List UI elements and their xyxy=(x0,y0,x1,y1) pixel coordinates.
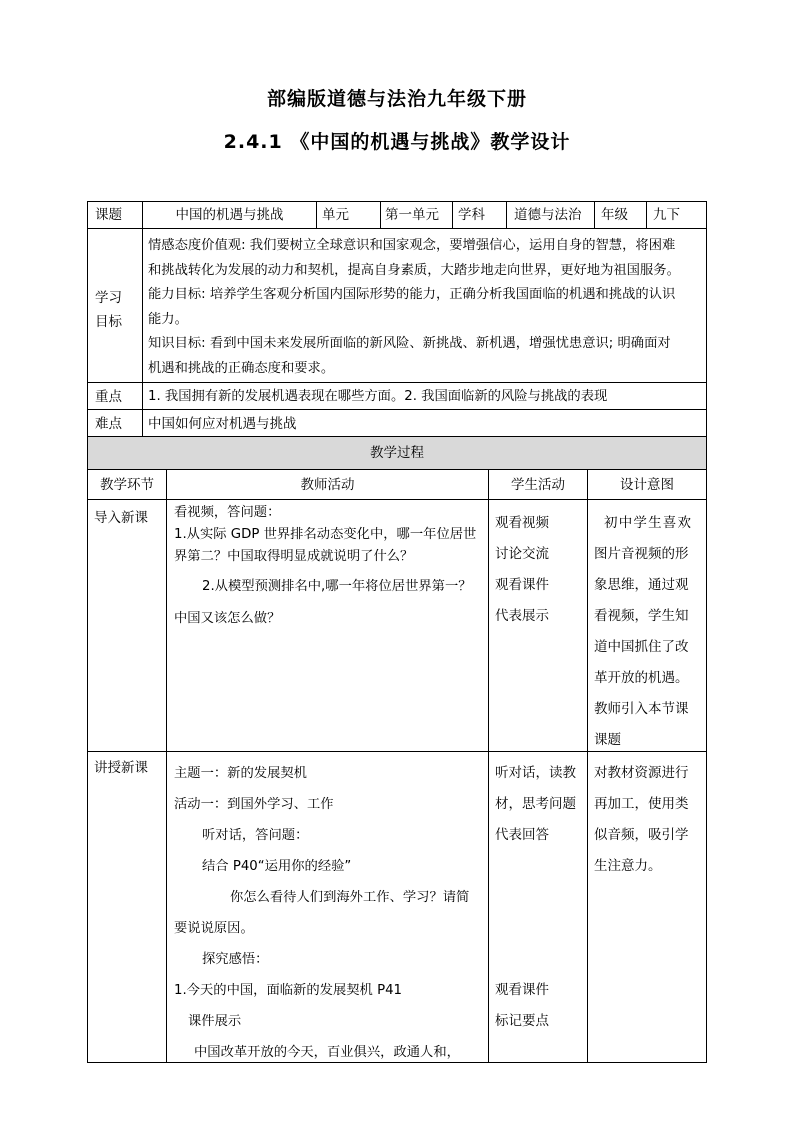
key-points-value: 1. 我国拥有新的发展机遇表现在哪些方面。2. 我国面临新的风险与挑战的表现 xyxy=(148,389,608,404)
document-subtitle: 2.4.1 《中国的机遇与挑战》教学设计 xyxy=(223,131,571,153)
table-border xyxy=(87,201,707,202)
goal-line: 情感态度价值观: 我们要树立全球意识和国家观念，要增强信心，运用自身的智慧，将困难 xyxy=(148,238,676,253)
intent-line: 课题 xyxy=(594,732,621,748)
lesson-label: 课题 xyxy=(95,207,122,223)
teacher-line: 活动一：到国外学习、工作 xyxy=(174,797,334,812)
student-line: 观看课件 xyxy=(495,982,549,998)
student-line: 讨论交流 xyxy=(495,546,549,562)
teacher-line: 1.从实际 GDP 世界排名动态变化中，哪一年位居世 xyxy=(174,527,477,542)
intent-line: 看视频，学生知 xyxy=(594,608,689,624)
student-line: 代表回答 xyxy=(495,827,549,843)
intent-line: 初中学生喜欢 xyxy=(604,515,693,531)
table-border xyxy=(706,201,707,1063)
student-line: 听对话，读教 xyxy=(495,765,576,781)
table-border xyxy=(87,469,707,470)
subject-value: 道德与法治 xyxy=(514,207,582,223)
student-line: 观看视频 xyxy=(495,515,549,531)
table-border xyxy=(506,201,507,229)
table-border xyxy=(316,201,317,229)
new-lesson-intent xyxy=(594,758,689,882)
student-line: 代表展示 xyxy=(495,608,549,624)
teacher-line: 界第二？中国取得明显成就说明了什么？ xyxy=(174,549,414,564)
intent-line: 道中国抓住了改 xyxy=(594,639,689,655)
header-intent: 设计意图 xyxy=(620,477,674,493)
unit-value: 第一单元 xyxy=(385,207,439,223)
table-border xyxy=(452,201,453,229)
unit-label: 单元 xyxy=(322,207,349,223)
table-border xyxy=(587,469,588,1063)
table-border xyxy=(166,469,167,1063)
new-lesson-stage: 讲授新课 xyxy=(94,760,148,776)
header-stage: 教学环节 xyxy=(100,477,154,493)
intro-teacher xyxy=(174,500,486,630)
key-points-label: 重点 xyxy=(95,389,122,405)
teacher-line: 主题一：新的发展契机 xyxy=(174,766,307,781)
header-teacher: 教师活动 xyxy=(300,477,355,493)
table-border xyxy=(87,409,707,410)
lesson-value: 中国的机遇与挑战 xyxy=(175,207,284,223)
table-border xyxy=(380,201,381,229)
goals-label-line: 目标 xyxy=(95,314,122,330)
goals-text xyxy=(148,234,680,381)
teacher-line: 看视频，答问题： xyxy=(174,505,281,520)
student-line: 标记要点 xyxy=(495,1013,549,1029)
intent-line: 教师引入本节课 xyxy=(594,701,689,717)
process-title: 教学过程 xyxy=(370,445,424,461)
table-border xyxy=(142,201,143,437)
table-border xyxy=(87,436,707,437)
intro-intent xyxy=(594,508,702,756)
table-border xyxy=(594,201,595,229)
teacher-line: 2.从模型预测排名中,哪一年将位居世界第一？ xyxy=(202,579,472,594)
teacher-line: 中国改革开放的今天，百业俱兴，政通人和， xyxy=(194,1045,460,1060)
intent-line: 对教材资源进行 xyxy=(594,765,689,781)
table-border xyxy=(87,382,707,383)
student-line: 材，思考问题 xyxy=(495,796,576,812)
teacher-line: 要说说原因。 xyxy=(174,921,254,936)
new-lesson-student xyxy=(495,758,576,1037)
teacher-line: 你怎么看待人们到海外工作、学习？请简 xyxy=(230,890,470,905)
goal-line: 能力。 xyxy=(148,311,188,327)
teacher-line: 中国又该怎么做？ xyxy=(174,611,281,626)
student-line: 观看课件 xyxy=(495,577,549,593)
goal-line: 和挑战转化为发展的动力和契机，提高自身素质，大踏步地走向世界，更好地为祖国服务。 xyxy=(148,262,680,278)
subject-label: 学科 xyxy=(458,207,485,223)
table-border xyxy=(488,469,489,1063)
teacher-line: 探究感悟： xyxy=(202,952,269,967)
grade-label: 年级 xyxy=(601,207,628,223)
teacher-line: 听对话，答问题： xyxy=(202,828,309,843)
intent-line: 似音频，吸引学 xyxy=(594,827,689,843)
table-border xyxy=(87,228,707,229)
goals-label-line: 学习 xyxy=(95,290,122,306)
teacher-line: 1.今天的中国，面临新的发展契机 P41 xyxy=(174,983,403,998)
intent-line: 再加工，使用类 xyxy=(594,796,689,812)
intent-line: 革开放的机遇。 xyxy=(594,670,689,686)
intro-stage: 导入新课 xyxy=(94,510,148,526)
goal-line: 能力目标: 培养学生客观分析国内国际形势的能力，正确分析我国面临的机遇和挑战的认识 xyxy=(148,287,676,302)
table-border xyxy=(87,201,88,1063)
document-title: 部编版道德与法治九年级下册 xyxy=(266,88,527,110)
goals-label xyxy=(95,286,122,334)
difficulties-label: 难点 xyxy=(95,416,122,432)
teacher-line: 课件展示 xyxy=(188,1014,242,1029)
table-border xyxy=(646,201,647,229)
header-student: 学生活动 xyxy=(511,477,565,493)
grade-value: 九下 xyxy=(653,207,680,223)
goal-line: 知识目标: 看到中国未来发展所面临的新风险、新挑战、新机遇，增强忧患意识; 明确面对 xyxy=(148,336,671,351)
intent-line: 生注意力。 xyxy=(594,858,662,874)
teacher-line: 结合 P40“运用你的经验” xyxy=(202,859,352,874)
intent-line: 象思维，通过观 xyxy=(594,577,689,593)
goal-line: 机遇和挑战的正确态度和要求。 xyxy=(148,360,335,376)
new-lesson-teacher xyxy=(174,758,486,1068)
intent-line: 图片音视频的形 xyxy=(594,546,689,562)
difficulties-value: 中国如何应对机遇与挑战 xyxy=(148,416,297,432)
intro-student xyxy=(495,508,549,632)
